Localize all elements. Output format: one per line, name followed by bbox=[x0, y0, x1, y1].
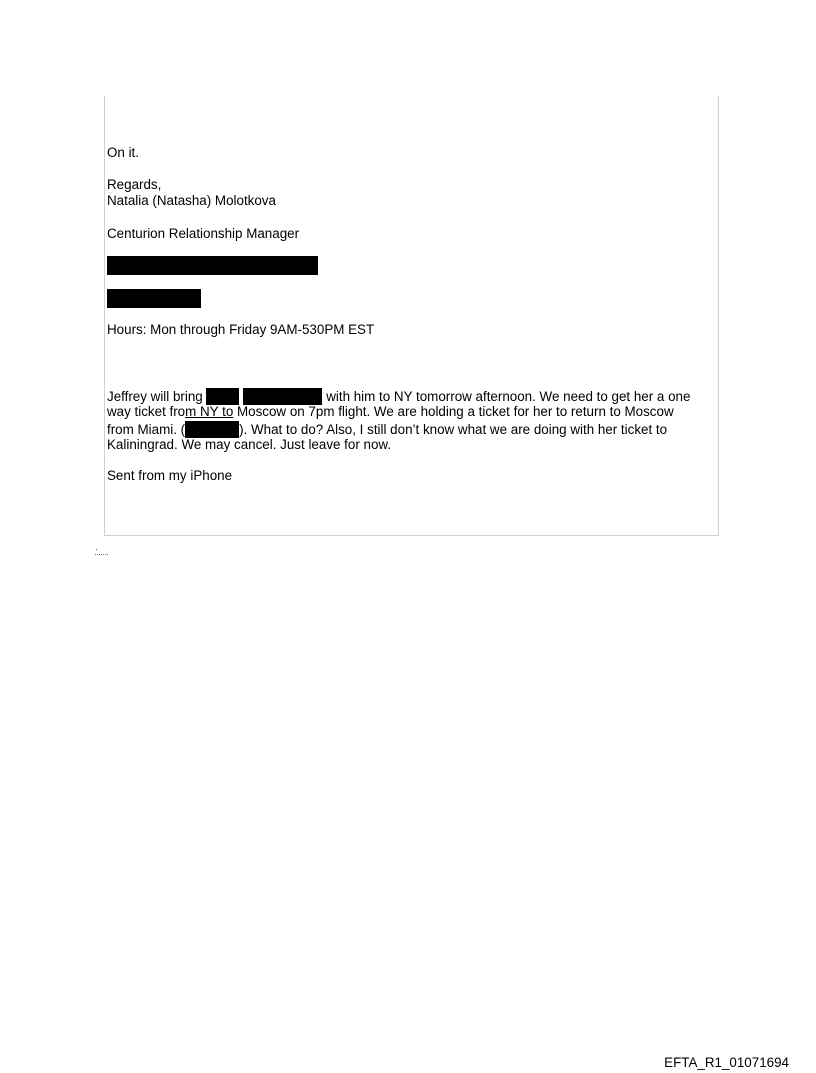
message-text: ). What to do? Also, I still don’t know what we are doing with her ticket to bbox=[239, 421, 668, 437]
message-text: way ticket fro bbox=[107, 404, 186, 420]
message-text: Moscow on 7pm flight. We are holding a ticket for her to return to Moscow bbox=[233, 404, 674, 420]
redaction-block bbox=[107, 256, 318, 275]
redaction-block bbox=[107, 289, 201, 308]
reply-text: On it. bbox=[107, 145, 139, 160]
message-line bbox=[107, 404, 719, 420]
message-text: Jeffrey will bring bbox=[107, 389, 207, 404]
redaction-inline bbox=[206, 388, 239, 405]
scan-mark bbox=[95, 549, 109, 555]
redaction-inline bbox=[243, 388, 322, 405]
underlined-text: m NY to bbox=[185, 404, 234, 420]
sent-from-text: Sent from my iPhone bbox=[107, 468, 233, 483]
message-text: Kaliningrad. We may cancel. Just leave for now. bbox=[107, 436, 392, 452]
signature-title: Centurion Relationship Manager bbox=[107, 226, 300, 241]
signature-regards: Regards, bbox=[107, 177, 162, 192]
document-id: EFTA_R1_01071694 bbox=[664, 1055, 789, 1070]
message-text: with him to NY tomorrow afternoon. We need to get her a one bbox=[322, 389, 691, 404]
signature-name: Natalia (Natasha) Molotkova bbox=[107, 193, 276, 208]
message-text: from Miami. ( bbox=[107, 421, 186, 437]
signature-hours: Hours: Mon through Friday 9AM-530PM EST bbox=[107, 322, 375, 337]
redaction-inline bbox=[185, 421, 239, 438]
message-line bbox=[107, 437, 719, 453]
message-line bbox=[107, 388, 719, 404]
original-message bbox=[107, 388, 719, 453]
message-line bbox=[107, 421, 719, 437]
